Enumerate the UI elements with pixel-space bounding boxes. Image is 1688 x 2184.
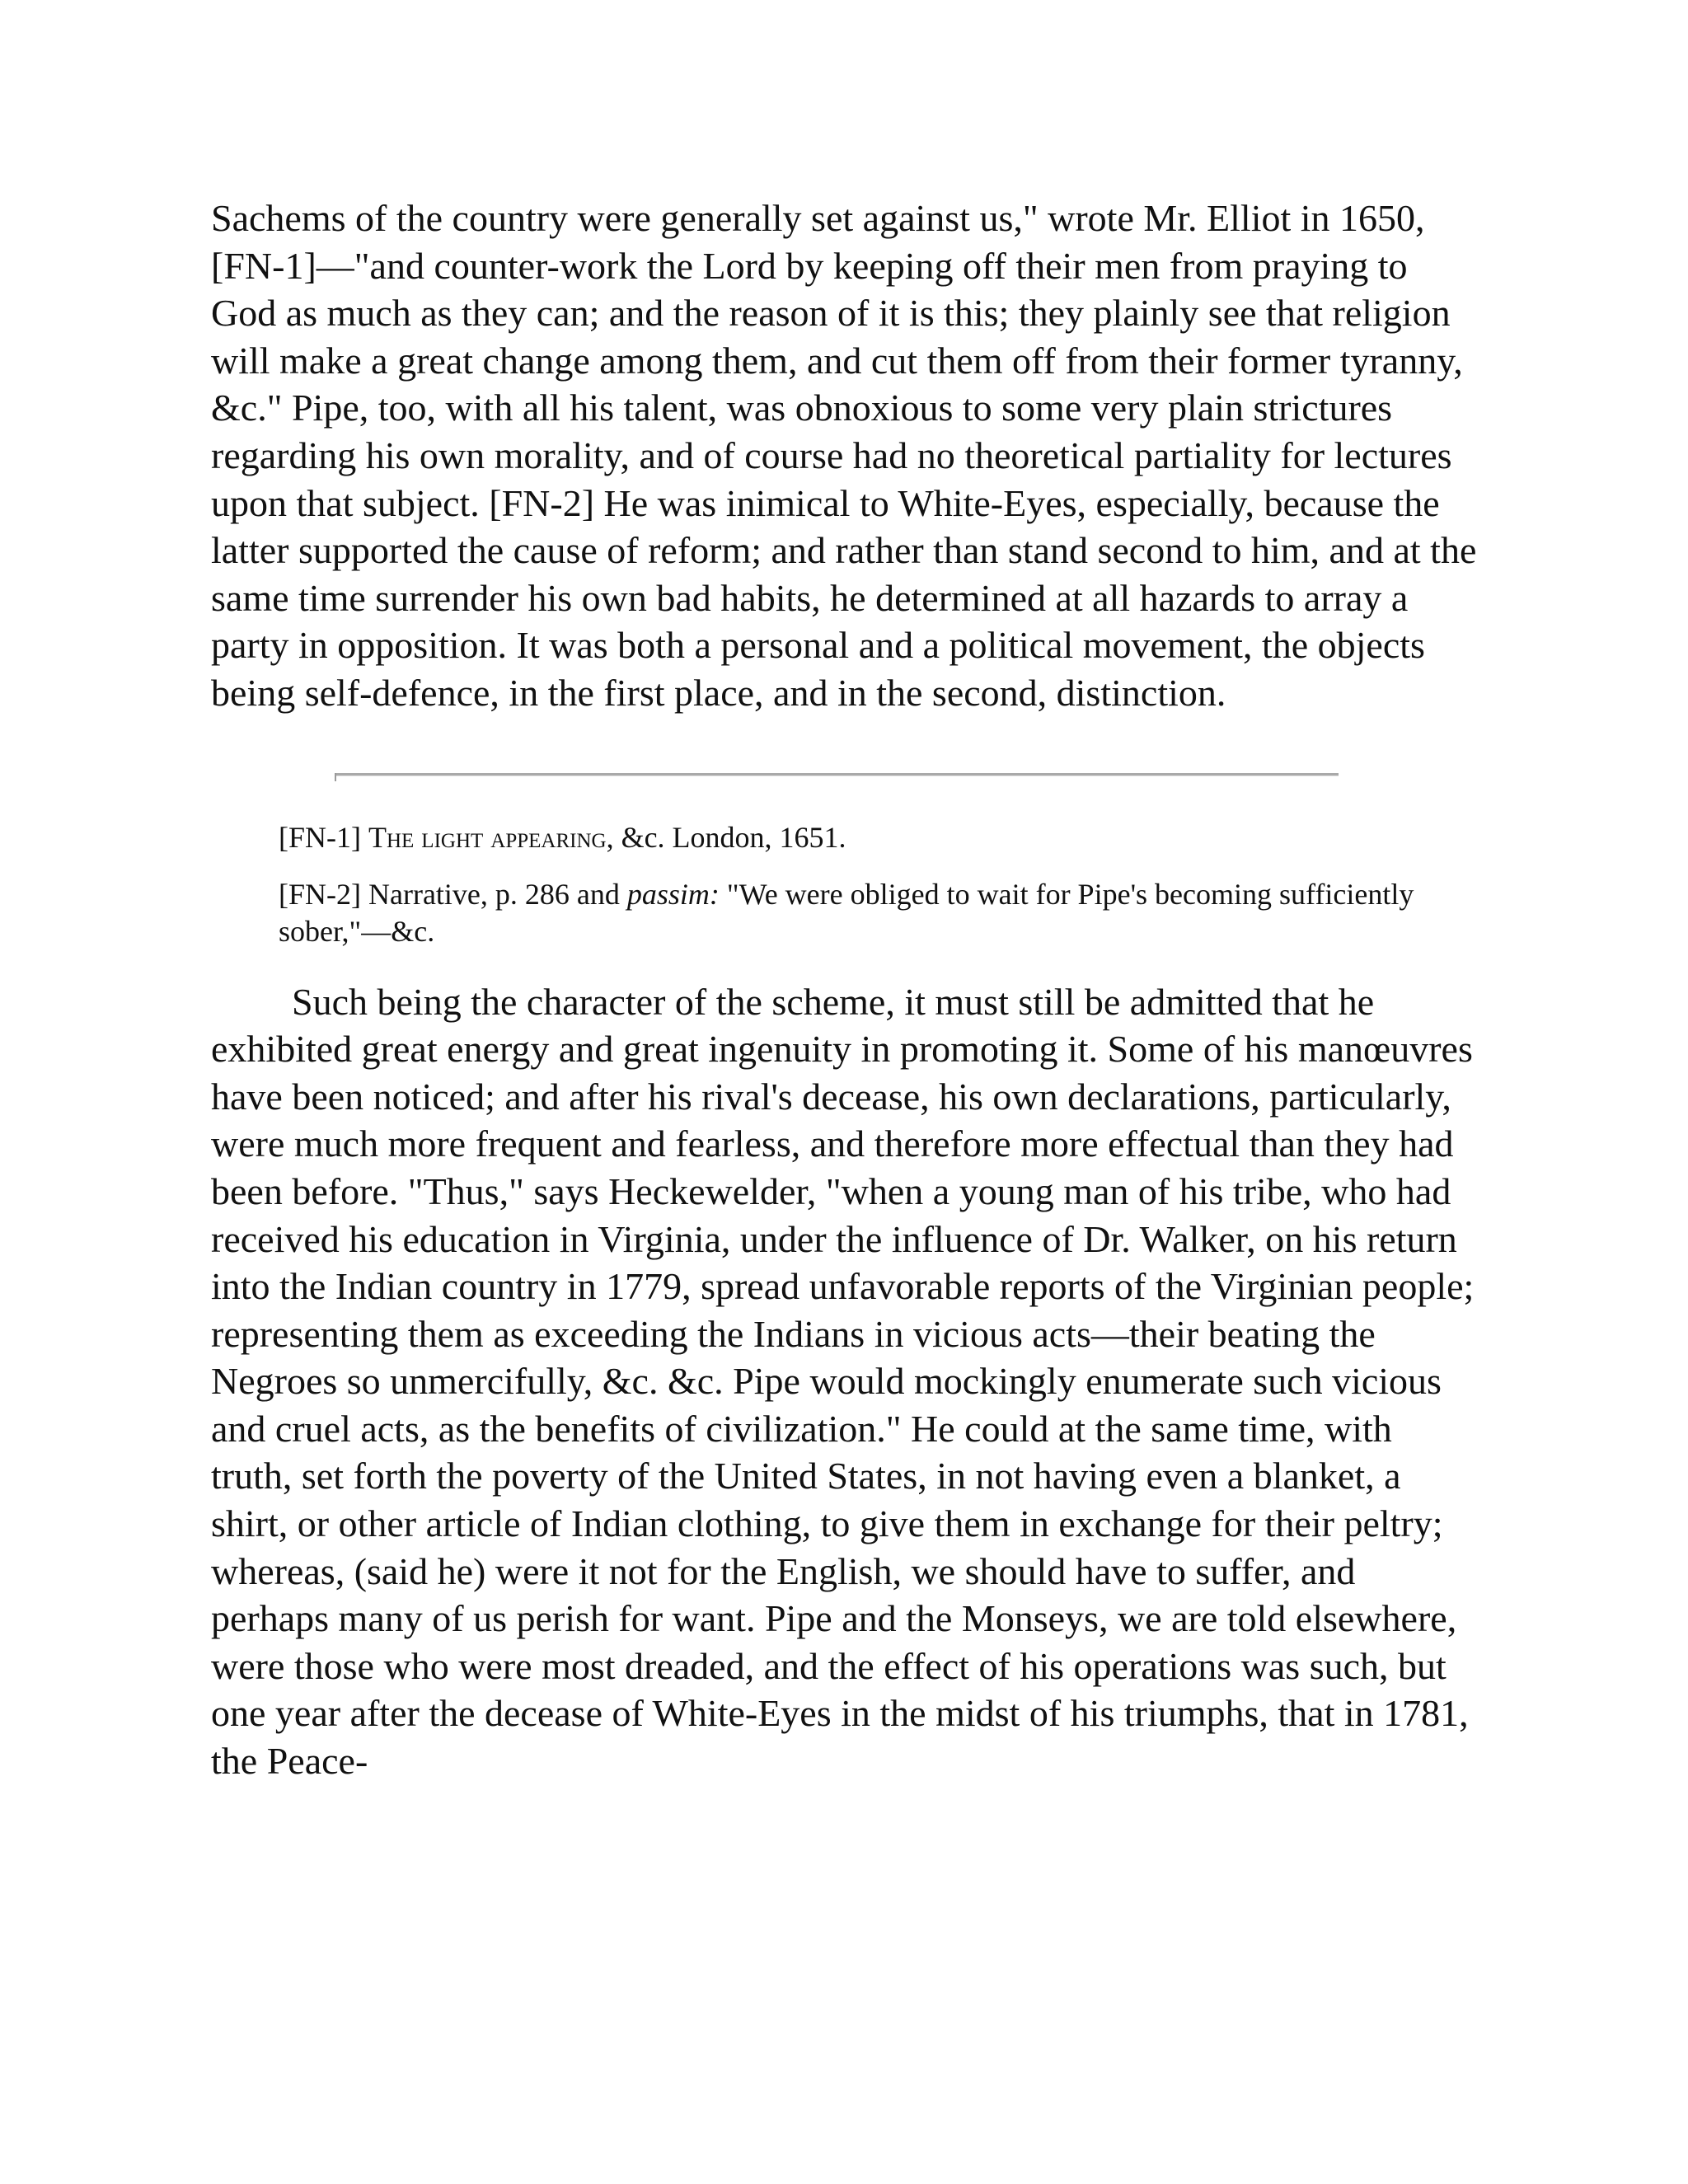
footnote-2-emphasis: passim: [626,877,720,911]
footnote-2 [279,876,1482,950]
body-paragraph-1: Sachems of the country were generally set against us," wrote Mr. Elliot in 1650,[FN-1]—"and counter-work the Lord by keeping off their men from praying to God as much as they can; and the reason of it is this; they plainly see that religion will make a great change among them, and cut them off from their former tyranny, &c." Pipe, too, with all his talent, was obnoxious to some very plain strictures regarding his own morality, and of course had no theoretical partiality for lectures upon that subject. [FN-2] He was inimical to White-Eyes, especially, because the latter supported the cause of reform; and rather than stand second to him, and at the same time surrender his own bad habits, he determined at all hazards to array a party in opposition. It was both a personal and a political movement, the objects being self-defence, in the first place, and in the second, distinction. [211,197,1477,714]
footnotes-section [279,819,1482,950]
footnote-1 [279,819,1482,856]
footnote-2-text-before: [FN-2] Narrative, p. 286 and [279,877,627,911]
footnote-1-marker: [FN-1] [279,820,361,854]
footnote-separator-rule [335,773,1339,776]
body-paragraph-2: Such being the character of the scheme, it must still be admitted that he exhibited great energy and great ingenuity in promoting it. Some of his manœuvres have been noticed; and after his rival's decease, his own declarations, particularly, were much more frequent and fearless, and therefore more effectual than they had been before. "Thus," says Heckewelder, "when a young man of his tribe, who had received his education in Virginia, under the influence of Dr. Walker, on his return into the Indian country in 1779, spread unfavorable reports of the Virginian people; representing them as exceeding the Indians in vicious acts—their beating the Negroes so unmercifully, &c. &c. Pipe would mockingly enumerate such vicious and cruel acts, as the benefits of civilization." He could at the same time, with truth, set forth the poverty of the United States, in not having even a blanket, a shirt, or other article of Indian clothing, to give them in exchange for their peltry; whereas, (said he) were it not for the English, we should have to suffer, and perhaps many of us perish for want. Pipe and the Monseys, we are told elsewhere, were those who were most dreaded, and the effect of his operations was such, but one year after the decease of White-Eyes in the midst of his triumphs, that in 1781, the Peace- [211,980,1475,1783]
footnote-1-citation: , &c. London, 1651. [606,820,846,854]
footnote-1-title: The light appearing [368,820,607,854]
footnote-2-text-after: "We were obliged to wait for Pipe's becoming sufficiently sober,"—&c. [279,877,1414,948]
page-content [211,194,1480,1785]
